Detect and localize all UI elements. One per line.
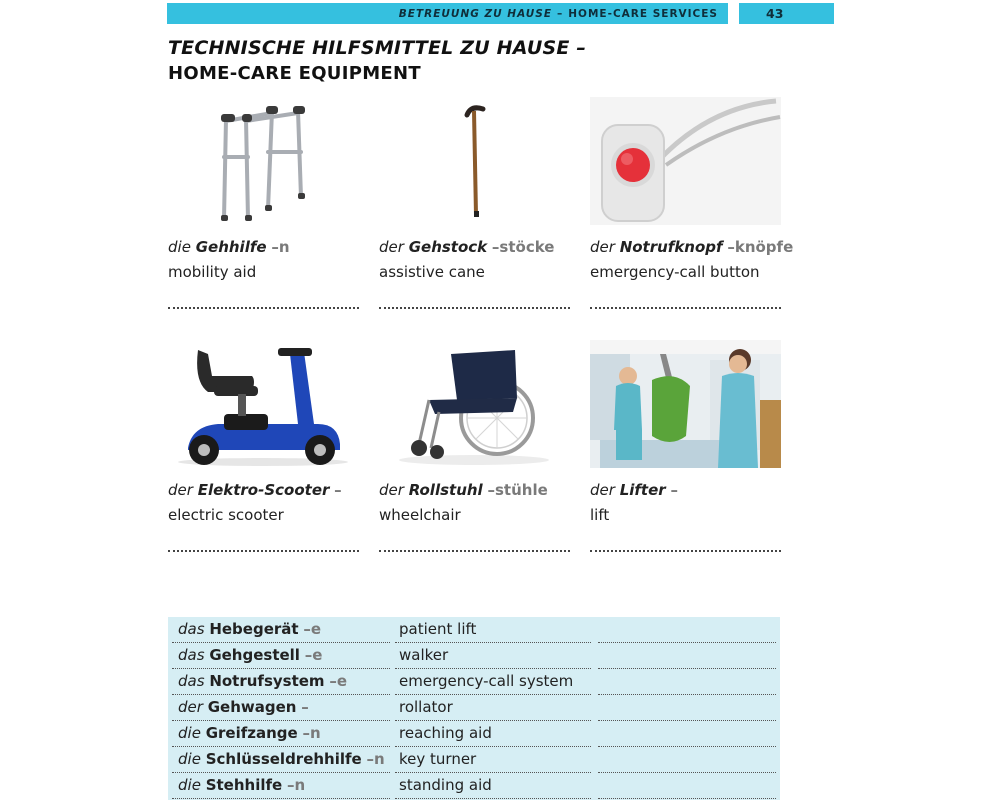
write-in-line [598,798,776,799]
walking-frame-image [168,97,359,225]
german-term: der Elektro-Scooter – [168,481,342,499]
english-translation: emergency-call button [590,263,760,281]
english-translation: emergency-call system [399,672,574,690]
running-header [167,3,728,24]
german-term: die Greifzange –n [178,724,321,742]
running-title-de: BETREUUNG ZU HAUSE [398,7,553,20]
german-term: das Notrufsystem –e [178,672,348,690]
vocab-row [168,695,780,721]
page-title-en: HOME-CARE EQUIPMENT [168,63,421,84]
german-term: der Gehwagen – [178,698,309,716]
english-translation: assistive cane [379,263,485,281]
write-in-line [379,307,570,309]
running-title-en: HOME-CARE SERVICES [568,7,718,20]
german-term: das Hebegerät –e [178,620,322,638]
write-in-line [168,307,359,309]
running-title-separator: – [557,7,564,20]
vocab-row [168,747,780,773]
german-term: der Gehstock –stöcke [379,238,555,256]
vocab-row [168,643,780,669]
german-term: die Gehhilfe –n [168,238,290,256]
vocab-row [168,617,780,643]
english-translation: walker [399,646,449,664]
german-term: das Gehgestell –e [178,646,323,664]
english-translation: key turner [399,750,477,768]
german-term: der Rollstuhl –stühle [379,481,548,499]
vocab-row [168,773,780,799]
electric-scooter-image [168,340,359,468]
page-title-de: TECHNISCHE HILFSMITTEL ZU HAUSE – [168,37,587,59]
write-in-line [379,550,570,552]
german-term: die Schlüsseldrehhilfe –n [178,750,385,768]
vocabulary-table [168,617,780,800]
german-term: der Notrufknopf –knöpfe [590,238,794,256]
emergency-button-image [590,97,781,225]
english-translation: electric scooter [168,506,284,524]
german-term: der Lifter – [590,481,678,499]
wheelchair-image [379,340,570,468]
german-term: die Stehhilfe –n [178,776,306,794]
vocab-row [168,721,780,747]
english-translation: wheelchair [379,506,461,524]
vocab-row [168,669,780,695]
write-in-line [168,550,359,552]
write-in-line [590,550,781,552]
patient-lift-photo [590,340,781,468]
english-translation: patient lift [399,620,477,638]
english-translation: standing aid [399,776,492,794]
english-translation: mobility aid [168,263,257,281]
write-in-line [590,307,781,309]
english-translation: reaching aid [399,724,492,742]
page-number: 43 [739,3,834,24]
walking-cane-image [379,97,570,225]
english-translation: lift [590,506,610,524]
english-translation: rollator [399,698,453,716]
